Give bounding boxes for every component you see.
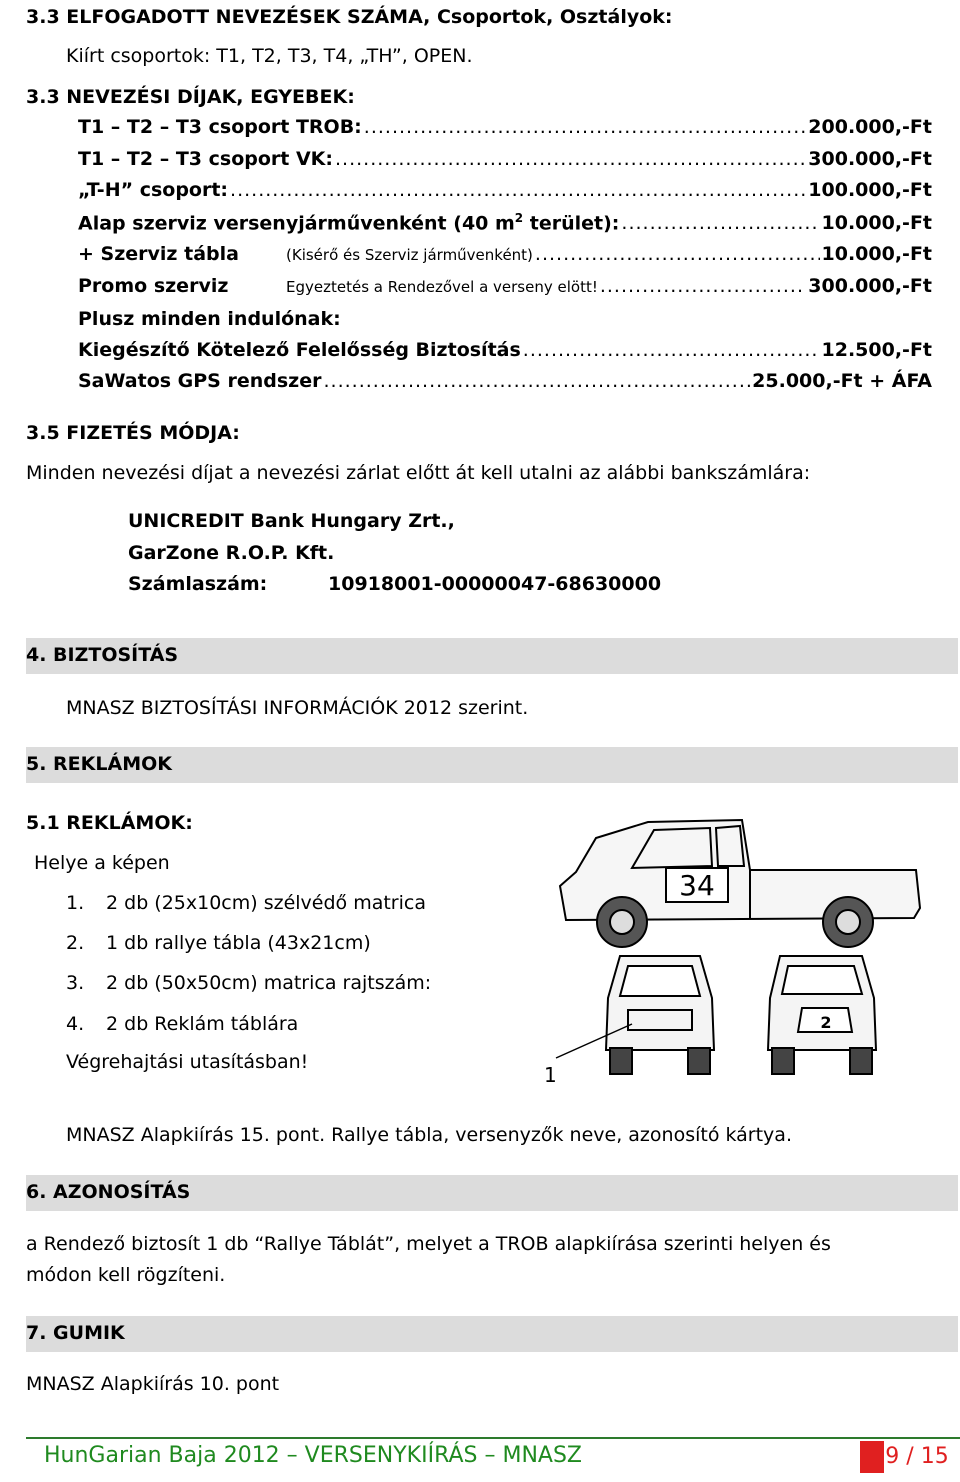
subsection-heading-ads: 5.1 REKLÁMOK: (26, 812, 193, 834)
dot-leader (230, 179, 806, 201)
account-number: 10918001-00000047-68630000 (328, 573, 662, 595)
fee-label: „T-H” csoport: (78, 179, 229, 201)
dot-leader (600, 275, 806, 297)
pickup-truck-figure (536, 810, 960, 1100)
section-bar-insurance (26, 638, 958, 674)
account-label: Számlaszám: (128, 573, 268, 595)
tailgate-number-label: 2 (820, 1013, 832, 1032)
fee-label: T1 – T2 – T3 csoport VK: (78, 148, 333, 170)
fee-label: SaWatos GPS rendszer (78, 370, 322, 392)
dot-leader (364, 116, 806, 138)
ad-item-number: 1. (66, 892, 85, 914)
ads-footer-text: MNASZ Alapkiírás 15. pont. Rallye tábla, versenyzők neve, azonosító kártya. (66, 1124, 792, 1146)
section-heading-ads: 5. REKLÁMOK (26, 753, 172, 775)
fee-label (78, 211, 619, 234)
fee-row (78, 179, 932, 209)
ad-item-text: 2 db (25x10cm) szélvédő matrica (106, 892, 426, 914)
identification-line-2: módon kell rögzíteni. (26, 1264, 226, 1286)
fee-note: Egyeztetés a Rendezővel a verseny elött! (286, 278, 598, 296)
figure-callout-label: 1 (544, 1063, 557, 1087)
fee-row (78, 370, 932, 400)
section-heading-fees: 3.3 NEVEZÉSI DÍJAK, EGYEBEK: (26, 86, 355, 108)
fee-row (78, 148, 932, 178)
section-bar-identification (26, 1175, 958, 1211)
fee-amount: 300.000,-Ft (808, 148, 932, 170)
footer-title: HunGarian Baja 2012 – VERSENYKIÍRÁS – MNASZ (44, 1443, 582, 1468)
ad-item-number: 2. (66, 932, 85, 954)
fee-label-text-after: terület): (523, 212, 620, 235)
door-number-label: 34 (679, 869, 715, 902)
groups-line: Kiírt csoportok: T1, T2, T3, T4, „TH”, OPEN. (66, 45, 473, 67)
fee-amount: 10.000,-Ft (821, 212, 932, 235)
fee-label: T1 – T2 – T3 csoport TROB: (78, 116, 362, 138)
fee-label-text: Alap szerviz versenyjárművenként (40 m (78, 212, 515, 235)
section-heading-identification: 6. AZONOSÍTÁS (26, 1181, 191, 1203)
ad-item-number: 3. (66, 972, 85, 994)
fee-row (78, 116, 932, 146)
ads-intro: Helye a képen (34, 852, 170, 874)
page-footer (26, 1437, 960, 1475)
insurance-text: MNASZ BIZTOSÍTÁSI INFORMÁCIÓK 2012 szerint. (66, 697, 529, 719)
fee-amount: 200.000,-Ft (808, 116, 932, 138)
section-heading-insurance: 4. BIZTOSÍTÁS (26, 644, 179, 666)
dot-leader (335, 148, 806, 170)
superscript: 2 (514, 211, 524, 225)
section-bar-tyres (26, 1316, 958, 1352)
fee-label: Promo szerviz (78, 275, 229, 297)
dot-leader (523, 339, 820, 361)
fee-amount: 100.000,-Ft (808, 179, 932, 201)
tyres-text: MNASZ Alapkiírás 10. pont (26, 1373, 280, 1395)
fee-note: (Kisérő és Szerviz járművenként) (286, 246, 533, 264)
fee-amount: 10.000,-Ft (821, 243, 932, 265)
dot-leader (324, 370, 751, 392)
ad-item-number: 4. (66, 1013, 85, 1035)
payment-text: Minden nevezési díjat a nevezési zárlat előtt át kell utalni az alábbi bankszámlára: (26, 462, 811, 484)
section-heading-groups: 3.3 ELFOGADOTT NEVEZÉSEK SZÁMA, Csoportok, Osztályok: (26, 6, 673, 28)
fee-row (78, 275, 932, 305)
ads-note: Végrehajtási utasításban! (66, 1051, 309, 1073)
bank-name: UNICREDIT Bank Hungary Zrt., (128, 510, 455, 532)
fee-row (78, 339, 932, 369)
dot-leader (535, 243, 820, 265)
dot-leader (621, 212, 819, 234)
company-name: GarZone R.O.P. Kft. (128, 542, 335, 564)
fee-amount: 300.000,-Ft (808, 275, 932, 297)
page-number: 9 / 15 (860, 1441, 950, 1473)
section-bar-ads (26, 747, 958, 783)
section-heading-tyres: 7. GUMIK (26, 1322, 125, 1344)
identification-line-1: a Rendező biztosít 1 db “Rallye Táblát”, melyet a TROB alapkiírása szerinti helyen és (26, 1233, 831, 1255)
fee-label: + Szerviz tábla (78, 243, 239, 265)
pickup-truck-drawing (536, 810, 960, 1100)
fee-amount: 12.500,-Ft (821, 339, 932, 361)
ad-item-text: 2 db (50x50cm) matrica rajtszám: (106, 972, 432, 994)
section-heading-payment: 3.5 FIZETÉS MÓDJA: (26, 422, 240, 444)
fee-amount: 25.000,-Ft + ÁFA (752, 370, 932, 392)
fee-row (78, 211, 932, 241)
fee-row (78, 243, 932, 273)
ad-item-text: 1 db rallye tábla (43x21cm) (106, 932, 371, 954)
ad-item-text: 2 db Reklám táblára (106, 1013, 299, 1035)
plus-heading: Plusz minden indulónak: (78, 308, 341, 330)
fee-label: Kiegészítő Kötelező Felelősség Biztosítás (78, 339, 521, 361)
